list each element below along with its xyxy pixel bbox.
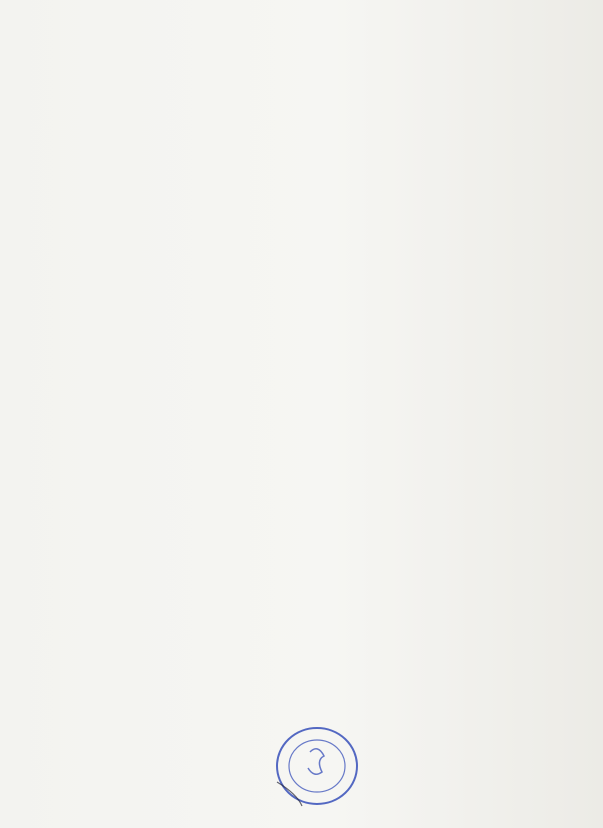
stamp-seal-icon <box>272 722 362 810</box>
watermark <box>76 31 544 630</box>
hospital-stamp <box>272 722 362 815</box>
